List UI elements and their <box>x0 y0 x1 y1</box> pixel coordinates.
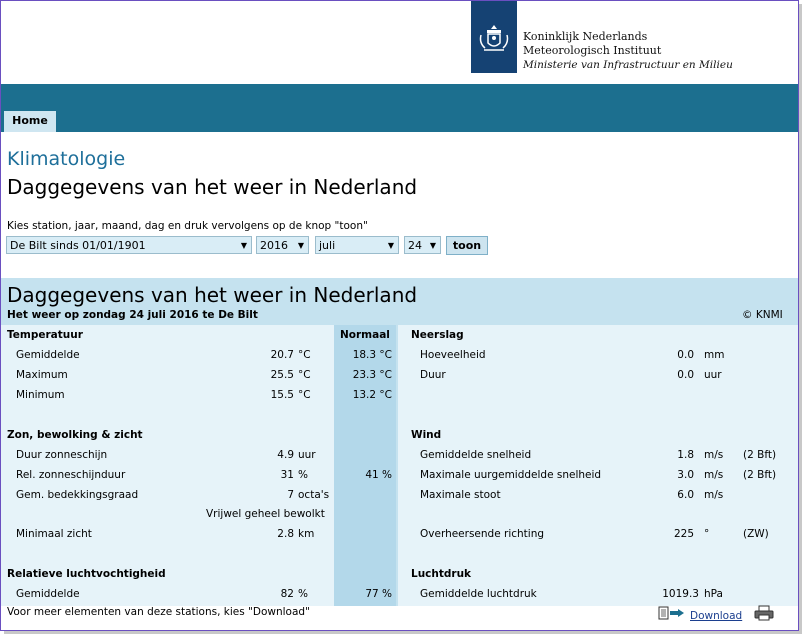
panel-title: Daggegevens van het weer in Nederland <box>7 283 418 307</box>
neerslag-duur-unit: uur <box>704 369 722 381</box>
normaal-header: Normaal <box>340 329 390 341</box>
zicht-unit: km <box>298 528 315 540</box>
wind-gem-unit: m/s <box>704 449 724 461</box>
month-select-value: juli <box>319 239 336 252</box>
zicht-label: Minimaal zicht <box>16 528 92 540</box>
wind-uur-bft: (2 Bft) <box>743 469 777 481</box>
brand-line-2: Meteorologisch Instituut <box>523 44 662 57</box>
wind-gem-label: Gemiddelde snelheid <box>420 449 532 461</box>
wind-richting-dir: (ZW) <box>743 528 769 540</box>
temp-max-value: 25.5 <box>270 369 294 381</box>
temperatuur-heading: Temperatuur <box>7 329 83 341</box>
panel-subtitle: Het weer op zondag 24 juli 2016 te De Bilt <box>7 309 258 321</box>
day-select-value: 24 <box>408 239 422 252</box>
zon-duur-label: Duur zonneschijn <box>16 449 108 461</box>
section-title: Klimatologie <box>7 148 126 170</box>
neerslag-hoev-label: Hoeveelheid <box>420 349 486 361</box>
neerslag-hoev-value: 0.0 <box>677 349 694 361</box>
bedekking-unit: octa's <box>298 489 330 501</box>
footer-text: Voor meer elementen van deze stations, kies "Download" <box>7 606 310 618</box>
toon-button[interactable]: toon <box>446 236 488 255</box>
luchtdruk-value: 1019.3 <box>662 588 699 600</box>
right-column <box>398 325 798 606</box>
vocht-gem-label: Gemiddelde <box>16 588 80 600</box>
wind-richting-value: 225 <box>673 528 694 540</box>
neerslag-duur-label: Duur <box>420 369 446 381</box>
temp-gem-value: 20.7 <box>270 349 294 361</box>
zon-rel-label: Rel. zonneschijnduur <box>16 469 126 481</box>
page-title: Daggegevens van het weer in Nederland <box>7 175 418 199</box>
station-select[interactable] <box>6 236 252 254</box>
temp-min-label: Minimum <box>16 389 65 401</box>
wind-stoot-unit: m/s <box>704 489 724 501</box>
left-column <box>1 325 334 606</box>
normal-zon-rel: 41 % <box>365 469 392 481</box>
neerslag-hoev-unit: mm <box>704 349 725 361</box>
download-link[interactable]: Download <box>690 610 743 622</box>
print-icon[interactable] <box>754 605 774 621</box>
month-select[interactable] <box>315 236 399 254</box>
download-icon[interactable] <box>658 606 686 620</box>
site-header <box>1 1 798 84</box>
nav-bar <box>1 84 798 132</box>
zon-rel-unit: % <box>298 469 308 481</box>
luchtdruk-unit: hPa <box>704 588 723 600</box>
temp-gem-unit: °C <box>298 349 311 361</box>
year-select[interactable] <box>256 236 309 254</box>
brand-text <box>523 30 733 72</box>
wind-uur-label: Maximale uurgemiddelde snelheid <box>420 469 602 481</box>
tab-home[interactable]: Home <box>4 111 56 132</box>
bedekking-value: 7 <box>287 489 294 501</box>
temp-max-unit: °C <box>298 369 311 381</box>
wind-heading: Wind <box>411 429 442 441</box>
wind-uur-unit: m/s <box>704 469 724 481</box>
wind-stoot-label: Maximale stoot <box>420 489 501 501</box>
temp-gem-label: Gemiddelde <box>16 349 80 361</box>
cloud-note: Vrijwel geheel bewolkt <box>206 508 325 520</box>
brand-line-1: Koninklijk Nederlands <box>523 30 648 43</box>
vocht-gem-value: 82 <box>280 588 294 600</box>
wind-uur-value: 3.0 <box>677 469 694 481</box>
luchtdruk-heading: Luchtdruk <box>411 568 472 580</box>
zon-duur-value: 4.9 <box>277 449 294 461</box>
normaal-column <box>334 325 396 606</box>
chevron-down-icon: ▼ <box>387 241 394 250</box>
wind-richting-unit: ° <box>704 528 710 540</box>
normal-vocht: 77 % <box>365 588 392 600</box>
wind-gem-value: 1.8 <box>677 449 694 461</box>
station-select-value: De Bilt sinds 01/01/1901 <box>10 239 146 252</box>
chevron-down-icon: ▼ <box>297 241 304 250</box>
normal-temp-min: 13.2 °C <box>352 389 392 401</box>
temp-min-unit: °C <box>298 389 311 401</box>
day-select[interactable] <box>404 236 441 254</box>
copyright: © KNMI <box>742 309 783 321</box>
vocht-gem-unit: % <box>298 588 308 600</box>
chevron-down-icon: ▼ <box>240 241 247 250</box>
bedekking-label: Gem. bedekkingsgraad <box>16 489 139 501</box>
wind-gem-bft: (2 Bft) <box>743 449 777 461</box>
normal-temp-gem: 18.3 °C <box>352 349 392 361</box>
zon-rel-value: 31 <box>280 469 294 481</box>
neerslag-heading: Neerslag <box>411 329 464 341</box>
temp-max-label: Maximum <box>16 369 68 381</box>
luchtdruk-label: Gemiddelde luchtdruk <box>420 588 537 600</box>
temp-min-value: 15.5 <box>270 389 294 401</box>
instruction-text: Kies station, jaar, maand, dag en druk vervolgens op de knop "toon" <box>7 220 368 232</box>
zon-duur-unit: uur <box>298 449 316 461</box>
weather-panel <box>1 278 798 606</box>
brand-line-3: Ministerie van Infrastructuur en Milieu <box>523 59 733 71</box>
crest-icon <box>477 23 511 53</box>
wind-richting-label: Overheersende richting <box>420 528 545 540</box>
zicht-value: 2.8 <box>277 528 294 540</box>
vocht-heading: Relatieve luchtvochtigheid <box>7 568 166 580</box>
year-select-value: 2016 <box>260 239 288 252</box>
wind-stoot-value: 6.0 <box>677 489 694 501</box>
knmi-logo[interactable] <box>471 1 517 73</box>
neerslag-duur-value: 0.0 <box>677 369 694 381</box>
zon-heading: Zon, bewolking & zicht <box>7 429 143 441</box>
chevron-down-icon: ▼ <box>429 241 436 250</box>
normal-temp-max: 23.3 °C <box>352 369 392 381</box>
